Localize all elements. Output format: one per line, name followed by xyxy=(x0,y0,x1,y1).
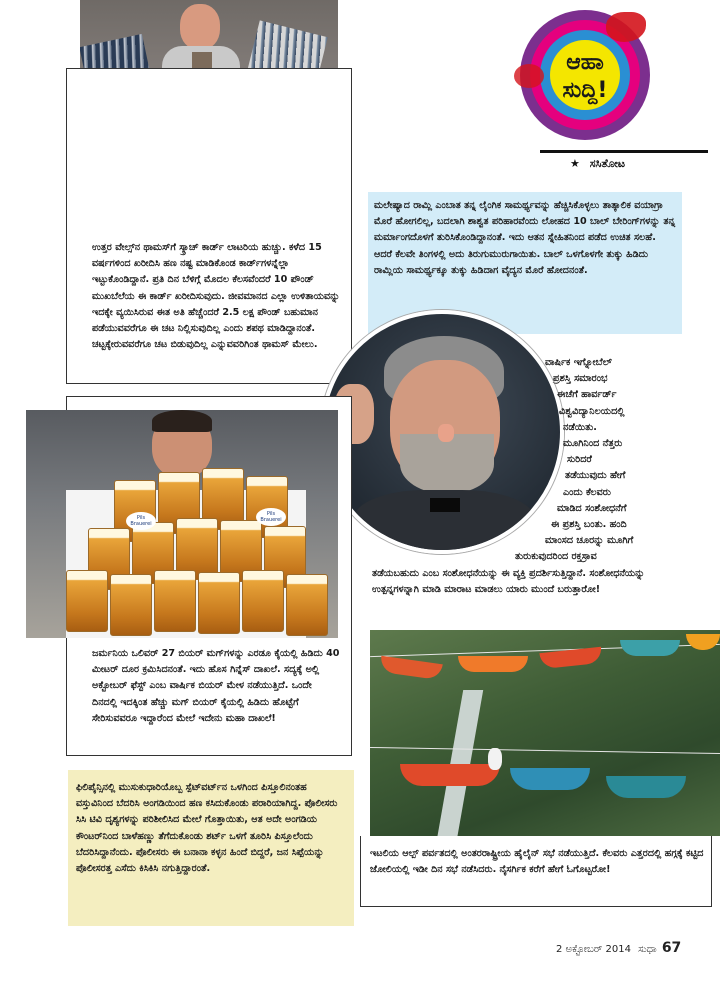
logo-text-line1: ಆಹಾ xyxy=(566,50,604,75)
beer-mug xyxy=(110,574,152,636)
beer-mug xyxy=(154,570,196,632)
logo-splash xyxy=(606,12,646,42)
beer-mug xyxy=(66,570,108,632)
person-in-hammock xyxy=(488,748,502,770)
beer-mug xyxy=(242,570,284,632)
footer-magazine: ಸುಧಾ xyxy=(638,944,657,955)
scientist-nose-meat xyxy=(438,424,454,442)
hammock-text: ಇಟಲಿಯ ಆಲ್ಪ್ ಪರ್ವತದಲ್ಲಿ ಅಂತರರಾಷ್ಟ್ರೀಯ ಹೈಲೈನ್ ಸಭೆ ನಡೆಯುತ್ತಿದೆ. ಕೆಲವರು ಎತ್ತರದಲ್ಲಿ ಹಗ್ಗಕ್ಕೆ ಕಟ್ಟಿದ ಜೋಲಿಯಲ್ಲಿ ಇಡೀ ದಿನ ಸಭೆ ನಡೆಸಿದರು. ನೈಸರ್ಗಿಕ ಕರೆಗೆ ಹೇಗೆ ಓಗೊಟ್ಟರೋ! xyxy=(370,848,704,876)
ig-nobel-line: ಮೂಗಿನಿಂದ ನೆತ್ತರು xyxy=(563,438,623,450)
ig-nobel-line: ಸುರಿದರೆ xyxy=(567,454,592,466)
beer-photo xyxy=(26,410,338,638)
ig-nobel-line: ತಡೆಯುವುದು ಹೇಗೆ xyxy=(565,470,626,482)
ig-nobel-line: ಪ್ರಶಸ್ತಿ ಸಮಾರಂಭ xyxy=(553,373,608,385)
ig-nobel-line: ಈಚೆಗೆ ಹಾರ್ವರ್ಡ್ xyxy=(557,389,617,401)
scratch-card-photo-overlay xyxy=(80,0,338,230)
scratch-card-text: ಉತ್ತರ ವೇಲ್ಸ್‌ನ ಥಾಮಸ್‌ಗೆ ಸ್ಕ್ರಾಚ್ ಕಾರ್ಡ್ ಲಾಟರಿಯ ಹುಚ್ಚು. ಕಳೆದ 15 ವರ್ಷಗಳಿಂದ ಖರೀದಿಸಿ ಹಣ ನಷ್ಟ ಮಾಡಿಕೊಂಡ ಕಾರ್ಡ್‌ಗಳನ್ನೆಲ್ಲಾ ಇಟ್ಟುಕೊಂಡಿದ್ದಾನೆ. ಪ್ರತಿ ದಿನ ಬೆಳಿಗ್ಗೆ ಮೊದಲ ಕೆಲಸವೆಂದರೆ 10 ಪೌಂಡ್ ಮುಖಬೆಲೆಯ ಈ ಕಾರ್ಡ್ ಖರೀದಿಸುವುದು. ಜೀವಮಾನದ ಎಲ್ಲಾ ಉಳಿತಾಯವನ್ನು ಇದಕ್ಕೇ ವ್ಯಯಿಸಿರುವ ಈತ ಅತಿ ಹೆಚ್ಚೆಂದರೆ 2.5 ಲಕ್ಷ ಪೌಂಡ್ ಬಹುಮಾನ ಪಡೆಯುವವರೆಗೂ ಈ ಚಟ ನಿಲ್ಲಿಸುವುದಿಲ್ಲ ಎಂದು ಶಪಥ ಮಾಡಿದ್ದಾನಂತೆ. ಚಟ್ಟಕ್ಕೇರುವವರೆಗೂ ಚಟ ಬಿಡುವುದಿಲ್ಲ ಎನ್ನುವವರಿಗಿಂತ ಥಾಮಸ್ ಮೇಲು. xyxy=(92,242,340,351)
ig-nobel-narrow-lines xyxy=(515,355,715,566)
hammock xyxy=(379,656,443,680)
malaysia-article: ಮಲೇಷ್ಯಾದ ರಾಮ್ಲಿ ಎಂಬಾತ ತನ್ನ ಲೈಂಗಿಕ ಸಾಮರ್ಥ್ಯವನ್ನು ಹೆಚ್ಚಿಸಿಕೊಳ್ಳಲು ತಾತ್ಕಾಲಿಕ ವಯಾಗ್ರಾ ಮೊರೆ ಹೋಗಲಿಲ್ಲ, ಬದಲಾಗಿ ಶಾಶ್ವತ ಪರಿಹಾರವೆಂದು ಲೋಹದ 10 ಬಾಲ್ ಬೇರಿಂಗ್‌ಗಳನ್ನು ತನ್ನ ಮರ್ಮಾಂಗದೊಳಗೆ ತುರಿಸಿಕೊಂಡಿದ್ದಾನಂತೆ. ಇದು ಆತನ ಸ್ನೇಹಿತನಿಂದ ಪಡೆದ ಉಚಿತ ಸಲಹೆ. ಆದರೆ ಕೆಲವೇ ತಿಂಗಳಲ್ಲಿ ಅದು ತಿರುಗುಮುರುಗಾಯಿತು. ಬಾಲ್ ಒಳಗೊಳಗೇ ತುಕ್ಕು ಹಿಡಿದು ರಾಮ್ಲಿಯ ಸಾಮರ್ಥ್ಯಕ್ಕೂ ತುಕ್ಕು ಹಿಡಿದಾಗ ವೈದ್ಯನ ಮೊರೆ ಹೋದನಂತೆ. xyxy=(368,192,682,334)
ig-nobel-line: ಮಾಡಿದ ಸಂಶೋಧನೆಗೆ xyxy=(557,502,627,514)
hammock xyxy=(400,764,500,786)
hammock xyxy=(606,776,686,798)
beer-mug xyxy=(198,572,240,634)
byline-author: ಸಸಿತೋಟ xyxy=(589,157,626,170)
hammock xyxy=(458,656,528,672)
beer-mug-label: Pils Brauerei xyxy=(126,512,156,530)
hammock xyxy=(686,634,720,650)
logo-aha-suddi xyxy=(520,10,650,140)
ig-nobel-line: ವಾರ್ಷಿಕ ಇಗ್ನೋಬೆಲ್ xyxy=(545,357,612,368)
ig-nobel-wide-text: ತಡೆಯಬಹುದು ಎಂಬ ಸಂಶೋಧನೆಯನ್ನು ಈ ವ್ಯಕ್ತಿ ಪ್ರದರ್ಶಿಸುತ್ತಿದ್ದಾನೆ. ಸಂಶೋಧನೆಯನ್ನು ಉತ್ಪನ್ನಗಳನ್ನಾಗಿ ಮಾಡಿ ಮಾರಾಟ ಮಾಡಲು ಯಾರು ಮುಂದೆ ಬರುತ್ತಾರೋ! xyxy=(372,568,645,596)
ig-nobel-line: ಈ ಪ್ರಶಸ್ತಿ ಬಂತು. ಹಂದಿ xyxy=(551,519,627,531)
footer-date: 2 ಅಕ್ಟೋಬರ್ 2014 xyxy=(556,944,631,955)
logo-text-line2: ಸುದ್ದಿ! xyxy=(562,78,608,103)
ig-nobel-line: ತುರುಕುವುದರಿಂದ ರಕ್ತಸ್ರಾವ xyxy=(515,551,597,563)
scientist-beard xyxy=(400,434,494,494)
page-footer xyxy=(556,940,681,956)
ig-nobel-line: ನಡೆಯಿತು. xyxy=(563,421,597,433)
beer-mug xyxy=(286,574,328,636)
hammock-photo xyxy=(370,630,720,836)
byline xyxy=(570,157,625,171)
philippines-article: ಫಿಲಿಪೈನ್ಸಿನಲ್ಲಿ ಮುಸುಕುಧಾರಿಯೊಬ್ಬ ಸ್ಪೆಟ್‌ವರ್ಟ್‌ನ ಒಳಗಿಂದ ಪಿಸ್ತೂಲಿನಂತಹ ವಸ್ತುವಿನಿಂದ ಬೆದರಿಸಿ ಅಂಗಡಿಯಿಂದ ಹಣ ಕಸಿದುಕೊಂಡು ಪರಾರಿಯಾಗಿದ್ದ. ಪೊಲೀಸರು ಸಿಸಿ ಟಿವಿ ದೃಶ್ಯಗಳನ್ನು ಪರಿಶೀಲಿಸಿದ ಮೇಲೆ ಗೊತ್ತಾಯಿತು, ಆತ ಅದೇ ಅಂಗಡಿಯ ಕೌಂಟರ್‌ನಿಂದ ಬಾಳೆಹಣ್ಣು ತೆಗೆದುಕೊಂಡು ಶರ್ಟ್ ಒಳಗೆ ತೂರಿಸಿ ಪಿಸ್ತೂಲೆಂದು ಬೆದರಿಸಿದ್ದಾನೆಂದು. ಪೊಲೀಸರು ಈ ಬನಾನಾ ಕಳ್ಳನ ಹಿಂದೆ ಬಿದ್ದರೆ, ಜನ ಸಿಪ್ಪೆಯನ್ನು ಪೊಲೀಸರತ್ತ ಎಸೆದು ಕಿಸಿಕಿಸಿ ನಗುತ್ತಿದ್ದಾರಂತೆ. xyxy=(68,770,354,926)
scientist-bowtie xyxy=(430,498,460,512)
ig-nobel-line: ಎಂದು ಕೆಲವರು xyxy=(563,486,611,498)
waiter-hair xyxy=(152,410,212,432)
byline-rule xyxy=(540,150,708,153)
ig-nobel-photo xyxy=(320,310,564,554)
highline-rope xyxy=(370,747,720,754)
hammock xyxy=(620,640,680,656)
footer-page-number: 67 xyxy=(661,940,682,956)
beer-text: ಜರ್ಮನಿಯ ಒಲಿವರ್ 27 ಬಿಯರ್ ಮಗ್‌ಗಳನ್ನು ಎರಡೂ ಕೈಯಲ್ಲಿ ಹಿಡಿದು 40 ಮೀಟರ್ ದೂರ ಕ್ರಮಿಸಿದನಂತೆ. ಇದು ಹೊಸ ಗಿನ್ನೆಸ್ ದಾಖಲೆ. ಸದ್ಯಕ್ಕೆ ಅಲ್ಲಿ ಅಕ್ಟೋಬರ್ ಫೆಸ್ಟ್ ಎಂಬ ವಾರ್ಷಿಕ ಬಿಯರ್ ಮೇಳ ನಡೆಯುತ್ತಿದೆ. ಒಂದೇ ದಿನದಲ್ಲಿ ಇದಕ್ಕಿಂತ ಹೆಚ್ಚು ಮಗ್ ಬಿಯರ್ ಕೈಯಲ್ಲಿ ಹಿಡಿದು ಹೊಟ್ಟೆಗೆ ಸೇರಿಸುವವರೂ ಇದ್ದಾರೆಂದ ಮೇಲೆ ಇದೇನು ಮಹಾ ದಾಖಲೆ! xyxy=(92,648,340,724)
ig-nobel-line: ವಿಶ್ವವಿದ್ಯಾನಿಲಯದಲ್ಲಿ xyxy=(559,405,625,417)
byline-star-icon: ★ xyxy=(570,157,580,170)
beer-mug-label: Pils Brauerei xyxy=(256,508,286,526)
ig-nobel-line: ಮಾಂಸದ ಚೂರನ್ನು ಮೂಗಿಗೆ xyxy=(545,535,634,547)
river xyxy=(437,690,483,836)
hammock xyxy=(510,768,590,790)
